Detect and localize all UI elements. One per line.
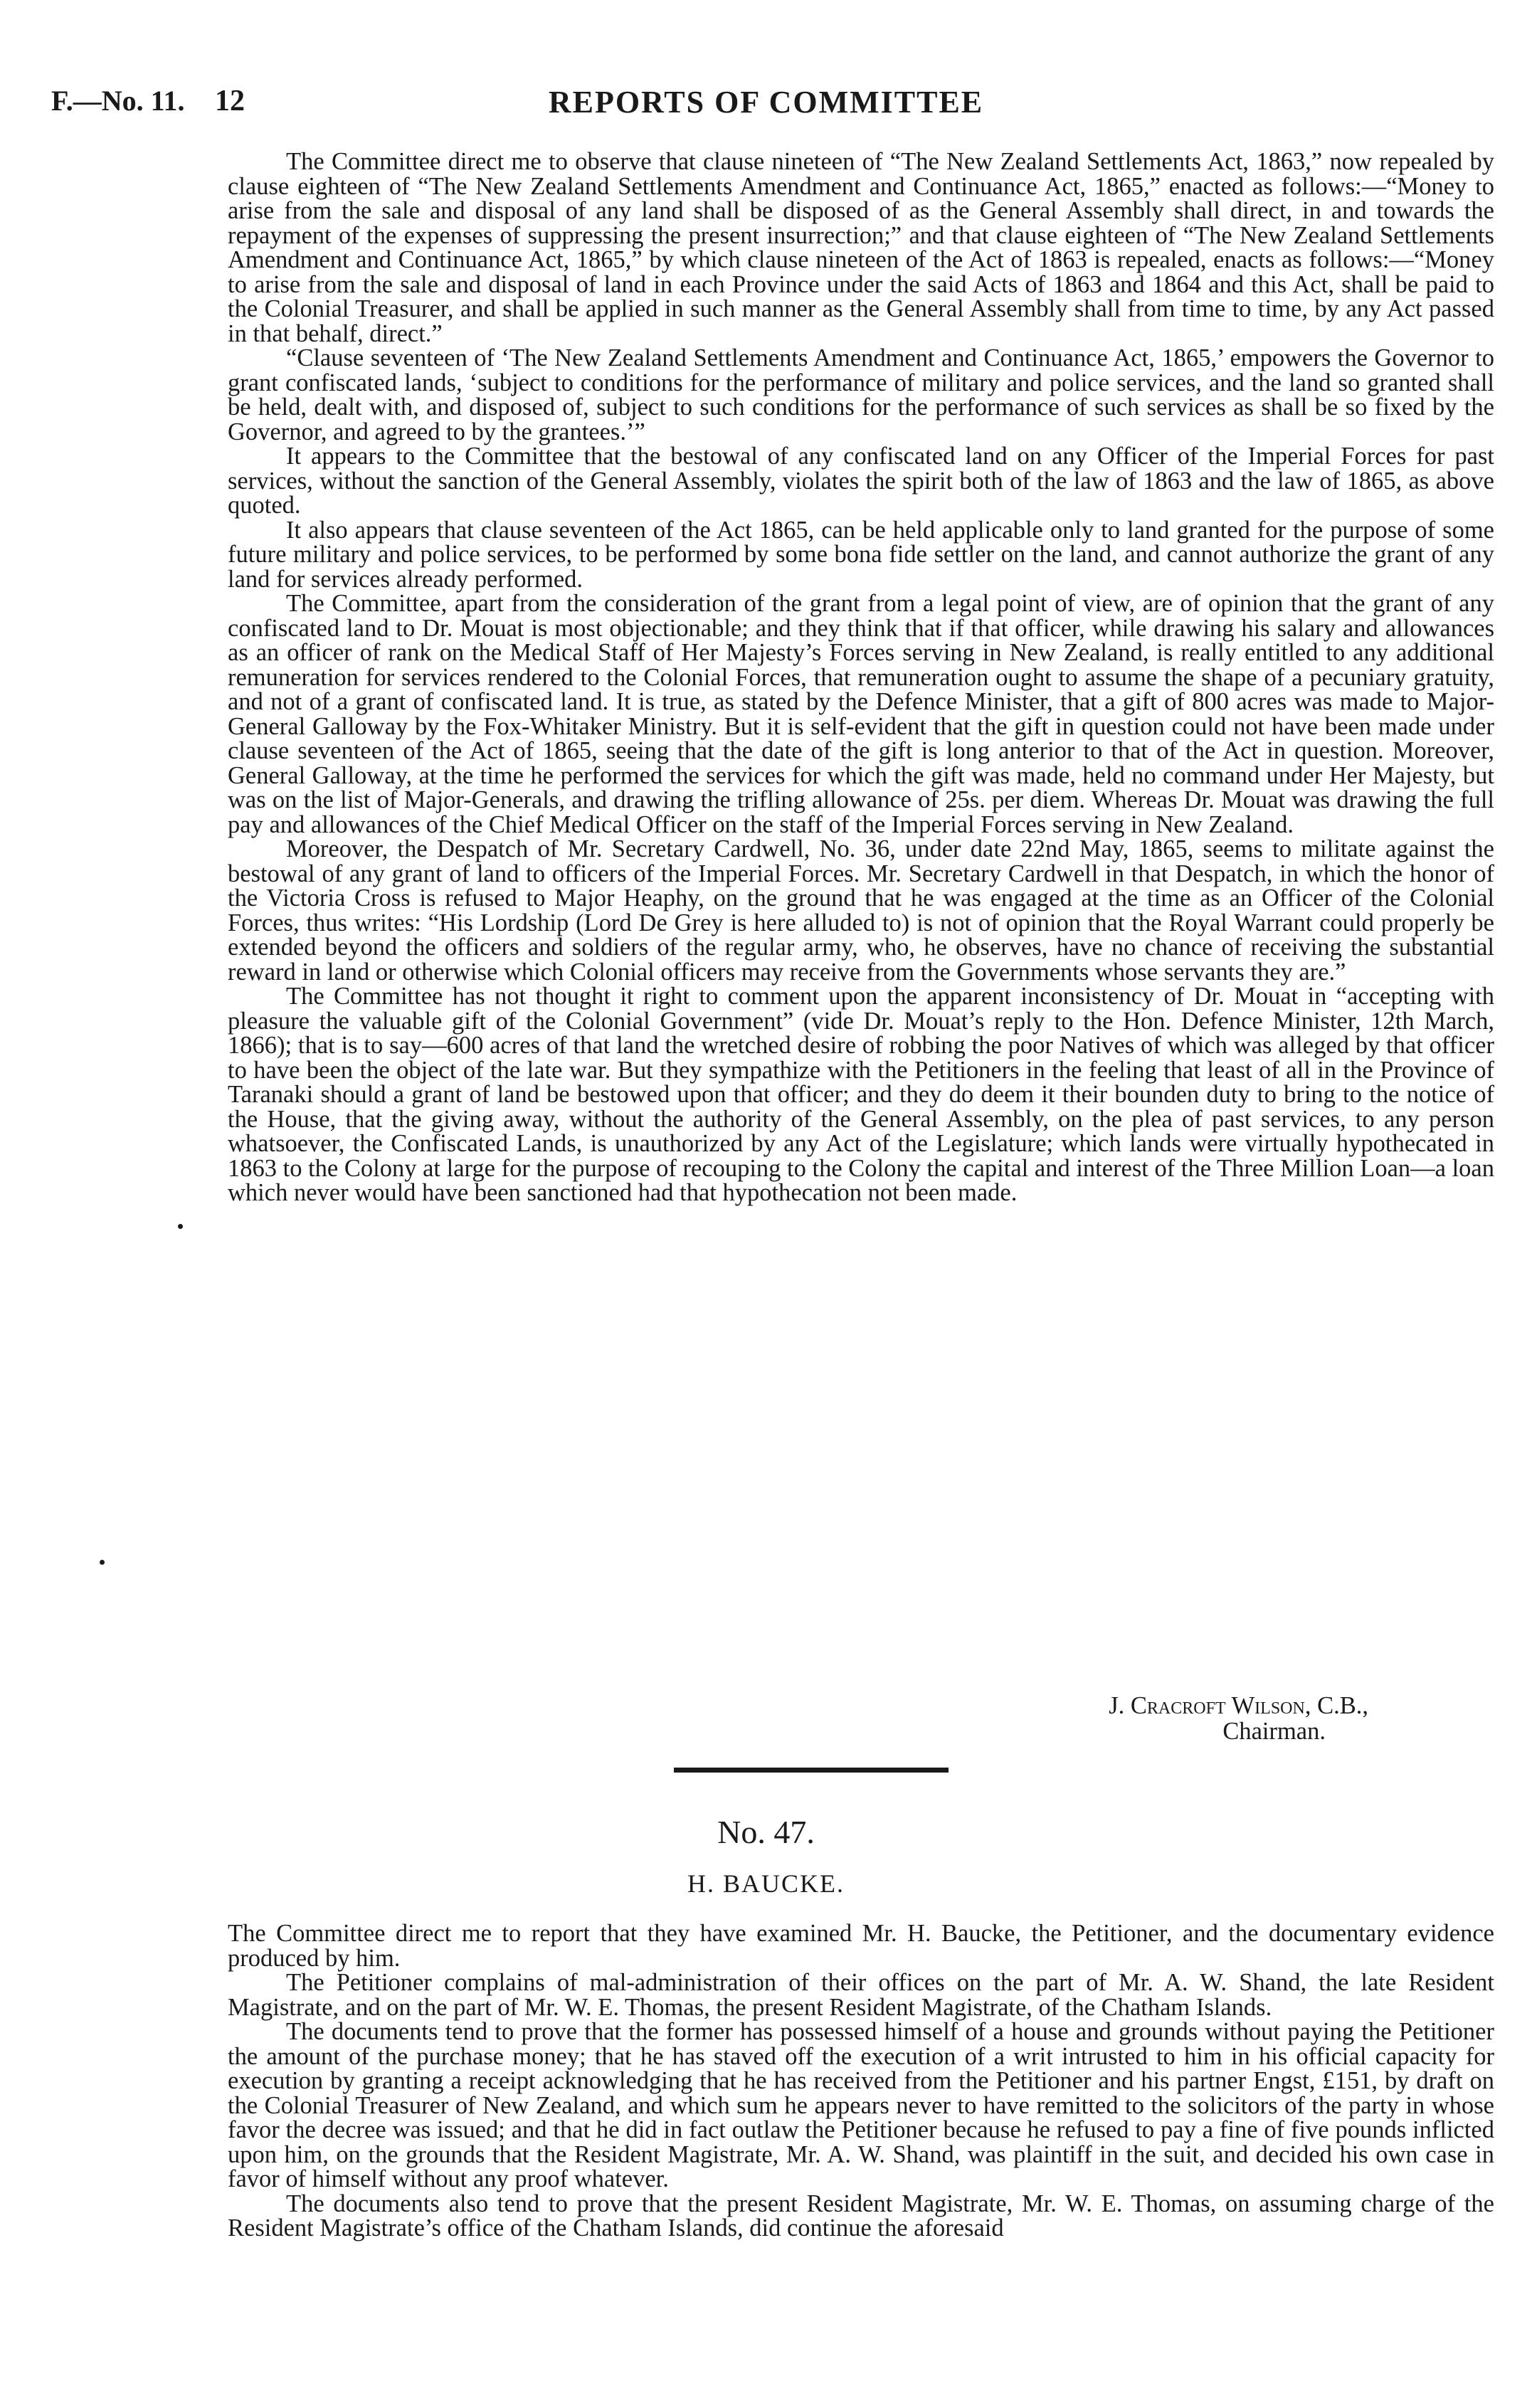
paragraph: The Committee has not thought it right to comment upon the apparent inconsistency of Dr. Mouat in “accepting with pleasure the valuable gift of the Colonial Government” (vide Dr. Mouat’s reply to the Hon. Defence Minister, 12th March, 1866); that is to say—600 acres of that land the wretched desire of robbing the poor Natives of which was alleged by that officer to have been the object of the late war. But they sympathize with the Petitioners in the feeling that least of all in the Province of Taranaki should a grant of land be bestowed upon that officer; and they do deem it their bounden duty to bring to the notice of the House, that the giving away, without the authority of the General Assembly, on the plea of past services, to any person whatsoever, the Confiscated Lands, is unauthorized by any Act of the Legislature; which lands were virtually hypothecated in 1863 to the Colony at large for the purpose of recouping to the Colony the capital and interest of the Three Million Loan—a loan which never would have been sanctioned had that hypothecation not been made. <box>228 983 1494 1206</box>
running-title: REPORTS OF COMMITTEE <box>548 85 984 120</box>
paragraph: It appears to the Committee that the bestowal of any confiscated land on any Officer of the Imperial Forces for past services, without the sanction of the General Assembly, violates the spirit both of the law of 1863 and the law of 1865, as above quoted. <box>228 443 1494 519</box>
paragraph: The Committee direct me to observe that clause nineteen of “The New Zealand Settlements Act, 1863,” now repealed by clause eighteen of “The New Zealand Settlements Amendment and Continuance Act, 1865,” enacted as follows:—“Money to arise from the sale and disposal of any land shall be disposed of as the General Assembly shall direct, in and towards the repayment of the expenses of suppressing the present insurrection;” and that clause eighteen of “The New Zealand Settlements Amendment and Continuance Act, 1865,” by which clause nineteen of the Act of 1863 is repealed, enacts as follows:—“Money to arise from the sale and disposal of land in each Province under the said Acts of 1863 and 1864 and this Act, shall be paid to the Colonial Treasurer, and shall be applied in such manner as the General Assembly shall from time to time, by any Act passed in that behalf, direct.” <box>228 148 1494 347</box>
section-name: H. BAUCKE. <box>687 1869 845 1898</box>
paragraph: The documents also tend to prove that the present Resident Magistrate, Mr. W. E. Thomas, on assuming charge of the Resident Magistrate’s office of the Chatham Islands, did continue the aforesaid <box>228 2190 1494 2241</box>
paragraph: The Committee, apart from the consideration of the grant from a legal point of view, are of opinion that the grant of any confiscated land to Dr. Mouat is most objectionable; and they think that if that officer, while drawing his salary and allowances as an officer of rank on the Medical Staff of Her Majesty’s Forces serving in New Zealand, is really entitled to any additional remuneration for services rendered to the Colonial Forces, that remuneration ought to assume the shape of a pecuniary gratuity, and not of a grant of confiscated land. It is true, as stated by the Defence Minister, that a gift of 800 acres was made to Major-General Galloway by the Fox-Whitaker Ministry. But it is self-evident that the gift in question could not have been made under clause seventeen of the Act of 1865, seeing that the date of the gift is long anterior to that of the Act in question. Moreover, General Galloway, at the time he performed the services for which the gift was made, held no command under Her Majesty, but was on the list of Major-Generals, and drawing the trifling allowance of 25s. per diem. Whereas Dr. Mouat was drawing the full pay and allowances of the Chief Medical Officer on the staff of the Imperial Forces serving in New Zealand. <box>228 590 1494 838</box>
paragraph: The Petitioner complains of mal-administration of their offices on the part of Mr. A. W. Shand, the late Resident Magistrate, and on the part of Mr. W. E. Thomas, the present Resident Magistrate, of the Chatham Islands. <box>228 1969 1494 2021</box>
signature-name: J. Cracroft Wilson, C.B., <box>1109 1692 1368 1719</box>
signature-title: Chairman. <box>1222 1718 1326 1745</box>
section-divider <box>674 1768 949 1773</box>
section-baucke <box>228 1921 1494 2241</box>
section-number: No. 47. <box>717 1814 815 1850</box>
paragraph: The documents tend to prove that the former has possessed himself of a house and grounds without paying the Petitioner the amount of the purchase money; that he has staved off the execution of a writ intrusted to him in his official capacity for execution by granting a receipt acknowledging that he has received from the Petitioner and his partner Engst, £151, by draft on the Colonial Treasurer of New Zealand, and which sum he appears never to have remitted to the solicitors of the party in whose favor the decree was issued; and that he did in fact outlaw the Petitioner because he refused to pay a fine of five pounds inflicted upon him, on the grounds that the Resident Magistrate, Mr. A. W. Shand, was plaintiff in the suit, and decided his own case in favor of himself without any proof whatever. <box>228 2018 1494 2192</box>
paragraph: “Clause seventeen of ‘The New Zealand Settlements Amendment and Continuance Act, 1865,’ empowers the Governor to grant confiscated lands, ‘subject to conditions for the performance of military and police services, and the land so granted shall be held, dealt with, and disposed of, subject to such conditions for the performance of such services as shall be so fixed by the Governor, and agreed to by the grantees.’” <box>228 344 1494 445</box>
paragraph: Moreover, the Despatch of Mr. Secretary Cardwell, No. 36, under date 22nd May, 1865, seems to militate against the bestowal of any grant of land to officers of the Imperial Forces. Mr. Secretary Cardwell in that Despatch, in which the honor of the Victoria Cross is refused to Major Heaphy, on the ground that he was engaged at the time as an Officer of the Colonial Forces, thus writes: “His Lordship (Lord De Grey is here alluded to) is not of opinion that the Royal Warrant could properly be extended beyond the officers and soldiers of the regular army, who, he observes, have no chance of receiving the substantial reward in land or otherwise which Colonial officers may receive from the Governments whose servants they are.” <box>228 835 1494 986</box>
margin-mark <box>100 1560 105 1565</box>
page-header <box>0 84 1532 127</box>
page-number: 12 <box>215 85 245 117</box>
section-committee-report <box>228 149 1494 1205</box>
paragraph: The Committee direct me to report that they have examined Mr. H. Baucke, the Petitioner, and the documentary evidence produced by him. <box>228 1920 1494 1972</box>
margin-mark <box>178 1224 183 1229</box>
document-reference: F.—No. 11. <box>51 85 185 117</box>
paragraph: It also appears that clause seventeen of the Act 1865, can be held applicable only to land granted for the purpose of some future military and police services, to be performed by some bona fide settler on the land, and cannot authorize the grant of any land for services already performed. <box>228 516 1494 593</box>
